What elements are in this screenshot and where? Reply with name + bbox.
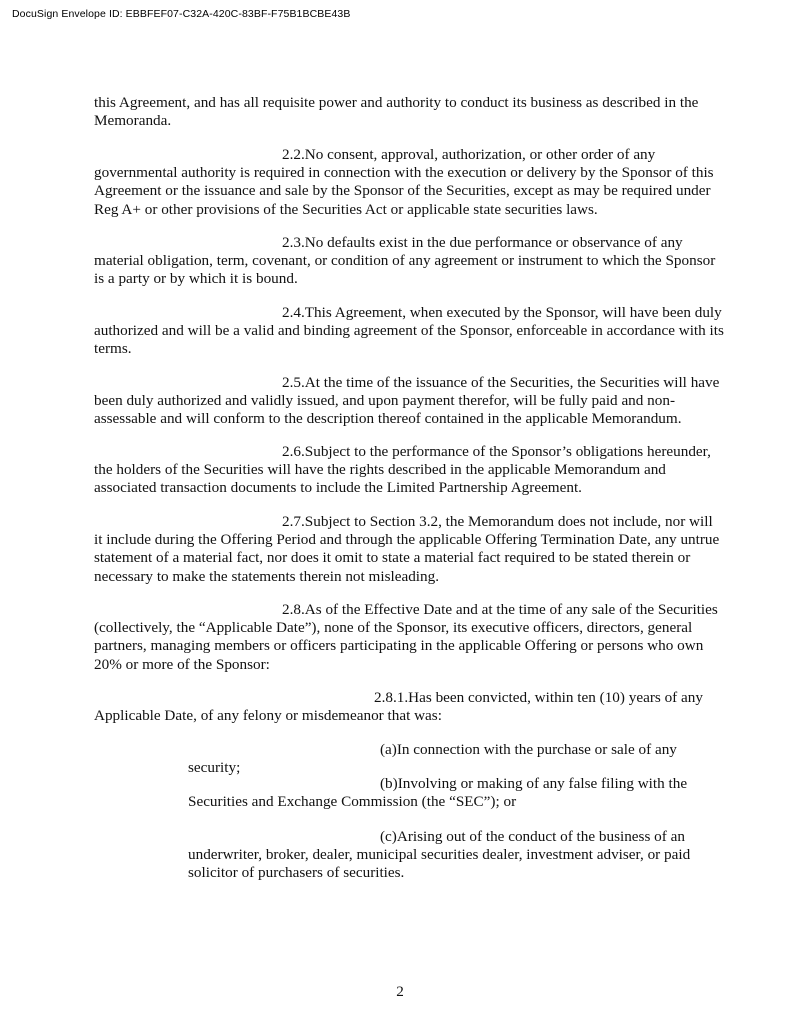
section-number: 2.5. xyxy=(282,374,305,391)
section-2-6 xyxy=(94,443,724,498)
section-number: 2.3. xyxy=(282,234,305,251)
docusign-envelope-id: DocuSign Envelope ID: EBBFEF07-C32A-420C-83BF-F75B1BCBE43B xyxy=(12,8,351,20)
section-text: No consent, approval, authorization, or other order of any governmental authority is required in connection with the execution or delivery by the Sponsor of this Agreement or the issuance and sale by the Sponsor of the Securities, except as may be required under Reg A+ or other provisions of the Securities Act or applicable state securities laws. xyxy=(94,146,714,218)
section-text: Subject to the performance of the Sponsor’s obligations hereunder, the holders of the Securities will have the rights described in the applicable Memorandum and associated transaction documents to include the Limited Partnership Agreement. xyxy=(94,443,711,497)
intro-paragraph: this Agreement, and has all requisite power and authority to conduct its business as described in the Memoranda. xyxy=(94,94,699,130)
section-number: 2.7. xyxy=(282,513,305,530)
section-text: At the time of the issuance of the Securities, the Securities will have been duly authorized and validly issued, and upon payment therefor, will be fully paid and non-assessable and will conform to the description thereof contained in the applicable Memorandum. xyxy=(94,374,720,428)
section-number: 2.6. xyxy=(282,443,305,460)
section-text: Subject to Section 3.2, the Memorandum does not include, nor will it include during the Offering Period and through the applicable Offering Termination Date, any untrue statement of a material fact, nor does it omit to state a material fact required to be stated therein or necessary to make the statements therein not misleading. xyxy=(94,513,720,585)
section-number: 2.2. xyxy=(282,146,305,163)
subsection-text: Has been convicted, within ten (10) years of any Applicable Date, of any felony or misdemeanor that was: xyxy=(94,689,703,725)
subsection-2-8-1 xyxy=(94,689,724,725)
section-number: 2.4. xyxy=(282,304,305,321)
section-text: As of the Effective Date and at the time of any sale of the Securities (collectively, the “Applicable Date”), none of the Sponsor, its executive officers, directors, general partners, managing members or officers participating in the applicable Offering or persons who own 20% or more of the Sponsor: xyxy=(94,601,718,673)
section-2-4 xyxy=(94,304,724,359)
item-label: (b) xyxy=(380,775,398,792)
item-text: In connection with the purchase or sale of any security; xyxy=(188,741,677,777)
section-number: 2.8. xyxy=(282,601,305,618)
subsection-number: 2.8.1. xyxy=(374,689,409,706)
item-label: (a) xyxy=(380,741,397,758)
section-text: No defaults exist in the due performance or observance of any material obligation, term, covenant, or condition of any agreement or instrument to which the Sponsor is a party or by which it is bound. xyxy=(94,234,716,288)
item-c xyxy=(188,828,724,883)
item-b xyxy=(188,775,724,811)
section-text: This Agreement, when executed by the Sponsor, will have been duly authorized and will be a valid and binding agreement of the Sponsor, enforceable in accordance with its terms. xyxy=(94,304,724,358)
section-2-2 xyxy=(94,146,724,219)
page-number: 2 xyxy=(396,983,404,1000)
item-text: Involving or making of any false filing with the Securities and Exchange Commission (the “SEC”); or xyxy=(188,775,688,811)
section-2-3 xyxy=(94,234,724,289)
section-2-5 xyxy=(94,374,724,429)
item-text: Arising out of the conduct of the business of an underwriter, broker, dealer, municipal securities dealer, investment adviser, or paid solicitor of purchasers of securities. xyxy=(188,828,691,882)
item-label: (c) xyxy=(380,828,397,845)
section-2-8 xyxy=(94,601,724,674)
section-2-7 xyxy=(94,513,724,586)
item-a xyxy=(188,741,724,777)
